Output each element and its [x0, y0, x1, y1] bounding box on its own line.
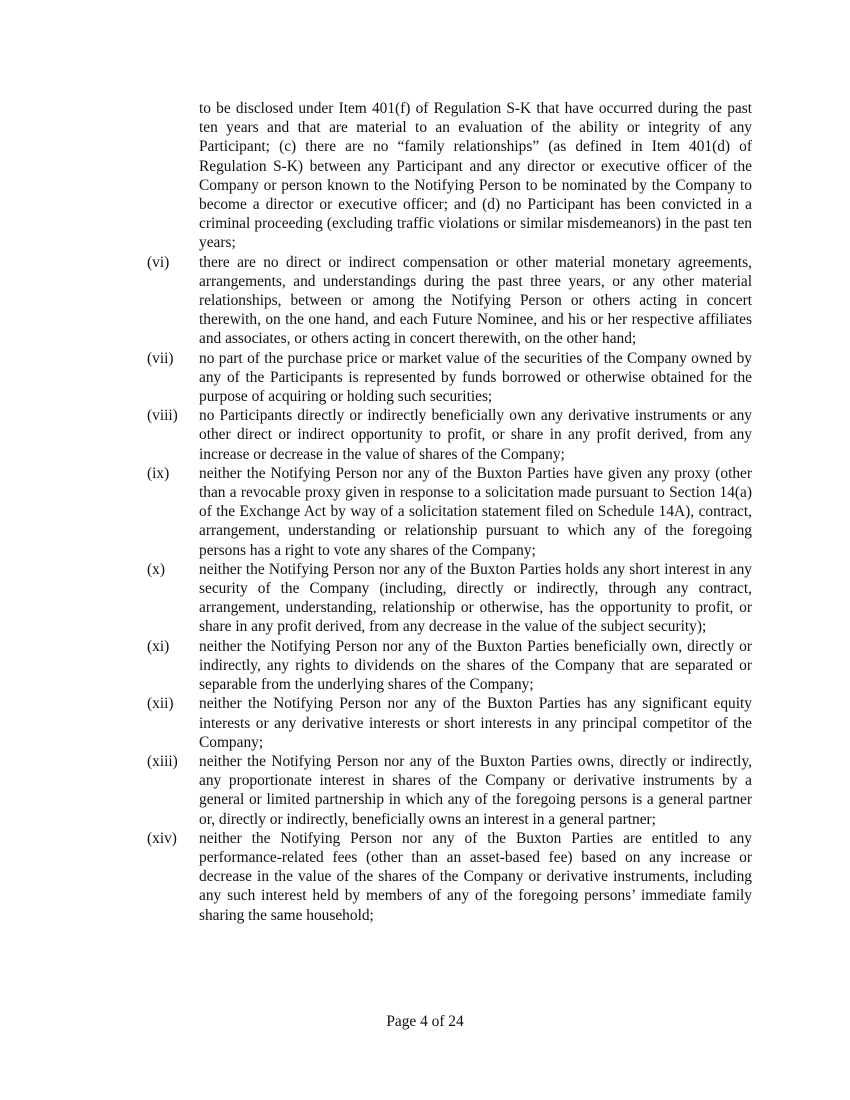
- item-text: neither the Notifying Person nor any of the Buxton Parties has any significant equity interests or any derivative interests or short interests in any principal competitor of the Company;: [199, 695, 752, 751]
- item-text: neither the Notifying Person nor any of the Buxton Parties owns, directly or indirectly, any proportionate interest in shares of the Company or derivative instruments by a general or limited partnership in which any of the foregoing persons is a general partner or, directly or indirectly, beneficially owns an interest in a general partner;: [199, 752, 752, 828]
- list-item: [147, 694, 752, 752]
- page-body: [147, 99, 752, 925]
- list-item: [147, 253, 752, 349]
- page-number-footer: Page 4 of 24: [386, 1013, 464, 1030]
- list-item: [147, 406, 752, 464]
- item-number: (xii): [147, 695, 174, 713]
- item-number: (viii): [147, 407, 178, 425]
- list-item: [147, 464, 752, 560]
- item-number: (vii): [147, 349, 174, 367]
- item-text: there are no direct or indirect compensation or other material monetary agreements, arrangements, and understandings during the past three years, or any other material relationships, between or among the Notifying Person or others acting in concert therewith, on the one hand, and each Future Nominee, and his or her respective affiliates and associates, or others acting in concert therewith, on the other hand;: [199, 253, 752, 348]
- item-number: (x): [147, 560, 165, 578]
- item-number: (xi): [147, 637, 170, 655]
- item-number: (vi): [147, 253, 170, 271]
- item-number: (xiii): [147, 752, 178, 770]
- list-item: [147, 637, 752, 695]
- list-item: [147, 829, 752, 925]
- item-text: no Participants directly or indirectly beneficially own any derivative instruments or any other direct or indirect opportunity to profit, or share in any profit derived, from any increase or decrease in the value of shares of the Company;: [199, 407, 752, 463]
- item-text: no part of the purchase price or market value of the securities of the Company owned by any of the Participants is represented by funds borrowed or otherwise obtained for the purpose of acquiring or holding such securities;: [199, 349, 752, 406]
- item-text: neither the Notifying Person nor any of the Buxton Parties are entitled to any performance-related fees (other than an asset-based fee) based on any increase or decrease in the value of the shares of the Company or derivative instruments, including any such interest held by members of any of the foregoing persons’ immediate family sharing the same household;: [199, 829, 752, 924]
- continuation-paragraph: to be disclosed under Item 401(f) of Regulation S-K that have occurred during the past ten years and that are material to an evaluation of the ability or integrity of any Participant; (c) there are no “family relationships” (as defined in Item 401(d) of Regulation S-K) between any Participant and any director or executive officer of the Company or person known to the Notifying Person to be nominated by the Company to become a director or executive officer; and (d) no Participant has been convicted in a criminal proceeding (excluding traffic violations or similar misdemeanors) in the past ten years;: [199, 100, 752, 252]
- item-number: (xiv): [147, 829, 177, 847]
- item-text: neither the Notifying Person nor any of the Buxton Parties holds any short interest in any security of the Company (including, directly or indirectly, through any contract, arrangement, understanding, relationship or otherwise, has the opportunity to profit, or share in any profit derived, from any decrease in the value of the subject security);: [199, 560, 752, 636]
- item-number: (ix): [147, 464, 170, 482]
- list-item: [147, 349, 752, 407]
- list-item: [147, 560, 752, 637]
- list-item: [147, 752, 752, 829]
- item-text: neither the Notifying Person nor any of the Buxton Parties beneficially own, directly or indirectly, any rights to dividends on the shares of the Company that are separated or separable from the underlying shares of the Company;: [199, 637, 752, 694]
- item-text: neither the Notifying Person nor any of the Buxton Parties have given any proxy (other than a revocable proxy given in response to a solicitation made pursuant to Section 14(a) of the Exchange Act by way of a solicitation statement filed on Schedule 14A), contract, arrangement, understanding or relationship pursuant to which any of the foregoing persons has a right to vote any shares of the Company;: [199, 464, 752, 559]
